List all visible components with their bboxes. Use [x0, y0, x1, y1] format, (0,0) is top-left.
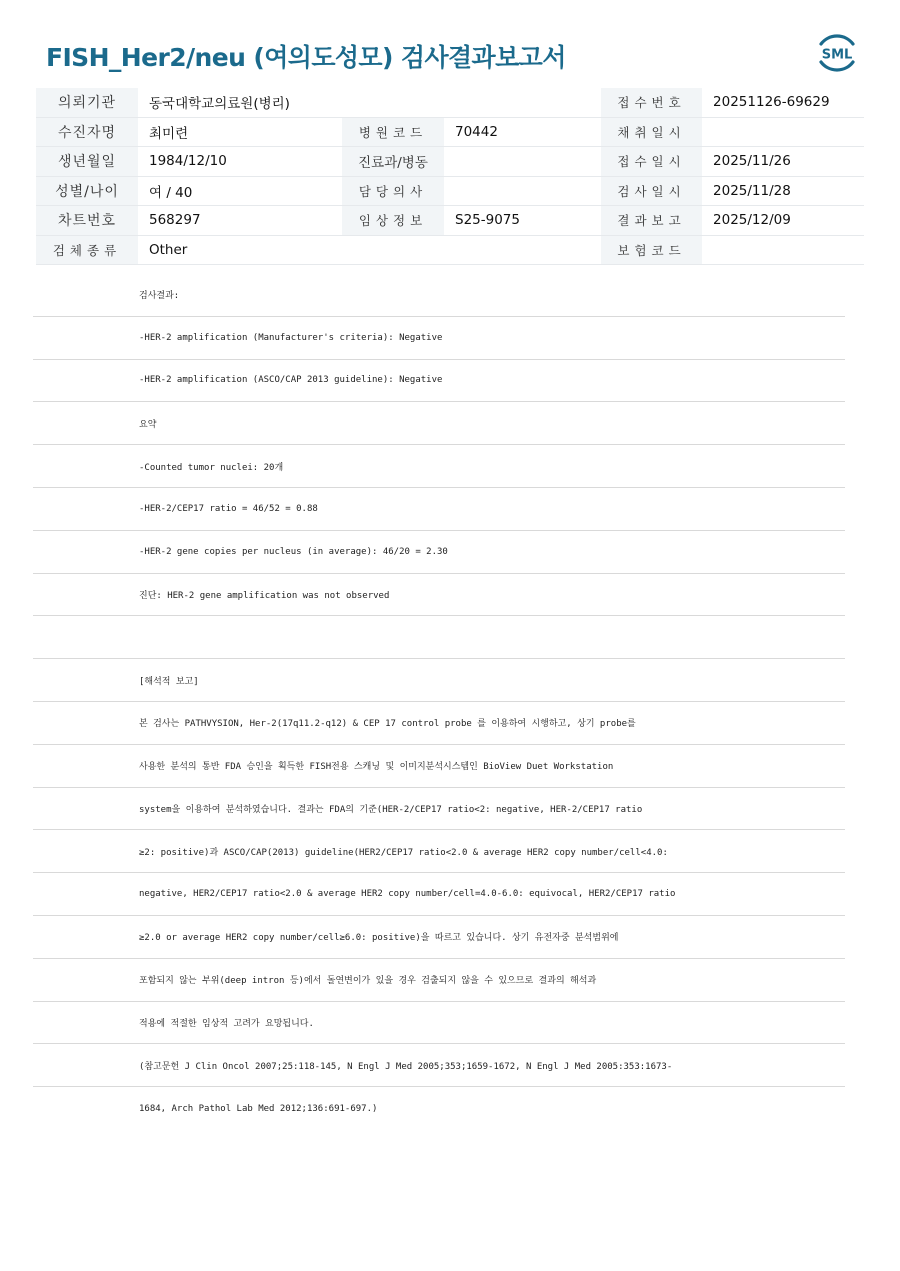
logo-text: SML [821, 47, 853, 63]
collection-date-label: 채취일시 [601, 117, 702, 147]
receipt-date-label: 접수일시 [601, 147, 702, 177]
test-date-value: 2025/11/28 [702, 176, 864, 206]
results-section [33, 274, 845, 1130]
specimen-type-value: Other [138, 235, 601, 265]
result-line-manufacturer: -HER-2 amplification (Manufacturer's criteria): Negative [33, 317, 845, 360]
interpretation-line: system을 이용하여 분석하였습니다. 결과는 FDA의 기준(HER-2/CEP17 ratio<2: negative, HER-2/CEP17 ratio [33, 788, 845, 831]
collection-date-value [702, 117, 864, 147]
chart-number-label: 차트번호 [36, 206, 138, 236]
interpretation-line: 본 검사는 PATHVYSION, Her-2(17q11.2-q12) & CEP 17 control probe 를 이용하여 시행하고, 상기 probe를 [33, 702, 845, 745]
reference-line: 1684, Arch Pathol Lab Med 2012;136:691-697.) [139, 1103, 378, 1114]
test-date-label: 검사일시 [601, 176, 702, 206]
interpretation-line: negative, HER2/CEP17 ratio<2.0 & average HER2 copy number/cell=4.0-6.0: equivocal, HER2/CEP17 ratio [33, 873, 845, 916]
physician-value [444, 176, 601, 206]
interpretation-line: 사용한 분석의 통반 FDA 승인을 획득한 FISH전용 스캐닝 및 이미지분석시스템인 BioView Duet Workstation [33, 745, 845, 788]
sex-age-label: 성별/나이 [36, 176, 138, 206]
info-row [36, 235, 864, 265]
hospital-code-label: 병원코드 [342, 117, 444, 147]
interpretation-line: ≥2.0 or average HER2 copy number/cell≥6.0: positive)을 따르고 있습니다. 상기 유전자중 분석범위에 [33, 916, 845, 959]
interpretation-line: 포함되지 않는 부위(deep intron 등)에서 돌연변이가 있을 경우 검출되지 않을 수 있으므로 결과의 해석과 [33, 959, 845, 1002]
birth-date-value: 1984/12/10 [138, 147, 342, 177]
summary-line-copies: -HER-2 gene copies per nucleus (in average): 46/20 = 2.30 [33, 531, 845, 574]
result-report-label: 결과보고 [601, 206, 702, 236]
result-report-value: 2025/12/09 [702, 206, 864, 236]
recipient-name-label: 수진자명 [36, 117, 138, 147]
birth-date-label: 생년월일 [36, 147, 138, 177]
info-row [36, 176, 864, 206]
diagnosis-line: 진단: HER-2 gene amplification was not observed [33, 574, 845, 617]
patient-info-table [36, 88, 864, 265]
receipt-number-label: 접수번호 [601, 88, 702, 117]
summary-line-nuclei: -Counted tumor nuclei: 20개 [33, 445, 845, 488]
result-line-asco: -HER-2 amplification (ASCO/CAP 2013 guideline): Negative [33, 360, 845, 403]
blank-row [33, 616, 845, 659]
department-ward-label: 진료과/병동 [342, 147, 444, 177]
requesting-institution-label: 의뢰기관 [36, 88, 138, 117]
department-ward-value [444, 147, 601, 177]
result-heading: 검사결과: [33, 274, 845, 317]
hospital-code-value: 70442 [444, 117, 601, 147]
insurance-code-value [702, 235, 864, 265]
info-row [36, 117, 864, 147]
interpretation-line: 적용에 적절한 임상적 고려가 요망됩니다. [33, 1002, 845, 1045]
specimen-type-label: 검체종류 [36, 235, 138, 265]
interpretation-line: ≥2: positive)과 ASCO/CAP(2013) guideline(HER2/CEP17 ratio<2.0 & average HER2 copy number/cell<4.0: [33, 830, 845, 873]
info-row [36, 147, 864, 177]
insurance-code-label: 보험코드 [601, 235, 702, 265]
summary-line-ratio: -HER-2/CEP17 ratio = 46/52 = 0.88 [33, 488, 845, 531]
report-title: FISH_Her2/neu (여의도성모) 검사결과보고서 [46, 43, 566, 72]
interpretation-heading: [해석적 보고] [33, 659, 845, 702]
receipt-number-value: 20251126-69629 [702, 88, 864, 117]
clinical-info-label: 임상정보 [342, 206, 444, 236]
sex-age-value: 여 / 40 [138, 176, 342, 206]
clinical-info-value: S25-9075 [444, 206, 601, 236]
summary-heading: 요약 [33, 402, 845, 445]
receipt-date-value: 2025/11/26 [702, 147, 864, 177]
recipient-name-value: 최미련 [138, 117, 342, 147]
reference-line: (참고문헌 J Clin Oncol 2007;25:118-145, N Engl J Med 2005;353;1659-1672, N Engl J Med 2005:353:1673- [33, 1044, 845, 1087]
info-row [36, 206, 864, 236]
sml-logo [812, 28, 862, 78]
physician-label: 담당의사 [342, 176, 444, 206]
info-row [36, 88, 864, 117]
requesting-institution-value: 동국대학교의료원(병리) [138, 88, 601, 117]
chart-number-value: 568297 [138, 206, 342, 236]
